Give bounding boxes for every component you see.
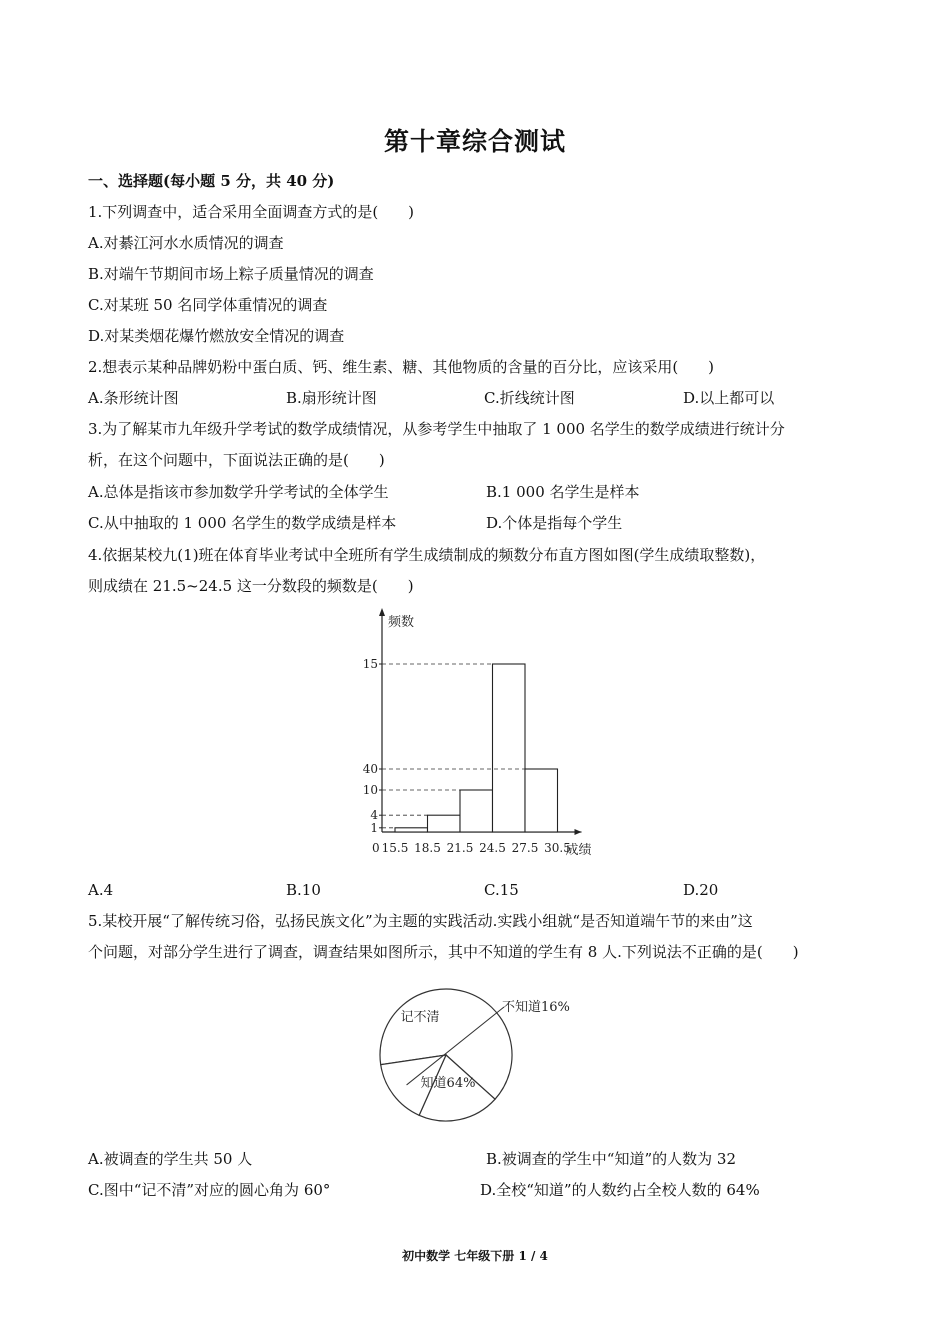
q2-stem: 2.想表示某种品牌奶粉中蛋白质、钙、维生素、糖、其他物质的含量的百分比，应该采用( ) (88, 358, 715, 376)
section-heading: 一、选择题(每小题 5 分，共 40 分) (88, 172, 335, 190)
q2-option-d: D.以上都可以 (683, 389, 775, 407)
x-tick-label: 18.5 (414, 841, 441, 855)
x-tick-label: 27.5 (511, 841, 539, 855)
q4-option-a: A.4 (88, 881, 114, 899)
x-axis-label: 成绩 (565, 843, 592, 858)
q2-option-a: A.条形统计图 (88, 389, 179, 407)
q3-option-b: B.1 000 名学生是样本 (486, 483, 640, 501)
q4-option-d: D.20 (683, 881, 719, 899)
pie-label: 记不清 (400, 1010, 440, 1025)
q3-stem-line1: 3.为了解某市九年级升学考试的数学成绩情况，从参考学生中抽取了 1 000 名学生的数学成绩进行统计分 (88, 420, 785, 438)
y-tick-label: 40 (362, 762, 378, 776)
q5-stem-line2: 个问题，对部分学生进行了调查，调查结果如图所示，其中不知道的学生有 8 人.下列说法不正确的是( ) (88, 943, 799, 961)
x-tick-label: 15.5 (381, 841, 409, 855)
q3-option-c: C.从中抽取的 1 000 名学生的数学成绩是样本 (88, 514, 397, 532)
histogram-chart (355, 606, 615, 864)
q3-option-a: A.总体是指该市参加数学升学考试的全体学生 (88, 483, 389, 501)
q3-stem-line2: 析，在这个问题中，下面说法正确的是( ) (88, 451, 385, 469)
q1-option-d: D.对某类烟花爆竹燃放安全情况的调查 (88, 327, 345, 345)
histogram-bar (428, 815, 461, 832)
q1-option-b: B.对端午节期间市场上粽子质量情况的调查 (88, 265, 374, 283)
q4-option-c: C.15 (484, 881, 519, 899)
histogram-bar (460, 790, 493, 832)
page-title: 第十章综合测试 (383, 127, 566, 156)
q4-option-b: B.10 (286, 881, 321, 899)
x-tick-label: 30.5 (544, 841, 571, 855)
q3-option-d: D.个体是指每个学生 (486, 514, 623, 532)
y-tick-label: 10 (362, 783, 378, 797)
x-tick-label: 21.5 (446, 841, 474, 855)
q1-option-a: A.对綦江河水水质情况的调查 (88, 234, 284, 252)
pie-label: 不知道16% (502, 1000, 570, 1015)
x-axis-arrow (575, 829, 582, 835)
q5-option-c: C.图中“记不清”对应的圆心角为 60° (88, 1181, 331, 1199)
x-tick-label: 24.5 (479, 841, 506, 855)
y-tick-label: 1 (370, 820, 378, 835)
q5-option-a: A.被调查的学生共 50 人 (88, 1150, 253, 1168)
y-axis-label: 频数 (388, 615, 415, 630)
page-footer: 初中数学 七年级下册 1 / 4 (402, 1249, 548, 1263)
q2-option-c: C.折线统计图 (484, 389, 575, 407)
origin-label: 0 (372, 841, 380, 855)
y-axis-arrow (379, 608, 385, 616)
histogram-bar (525, 769, 558, 832)
q5-option-d: D.全校“知道”的人数约占全校人数的 64% (480, 1181, 760, 1199)
q2-option-b: B.扇形统计图 (286, 389, 377, 407)
pie-label: 知道64% (420, 1076, 476, 1091)
pie-chart (370, 985, 600, 1125)
q4-stem-line1: 4.依据某校九(1)班在体育毕业考试中全班所有学生成绩制成的频数分布直方图如图(学生成绩取整数)， (88, 546, 766, 564)
q4-stem-line2: 则成绩在 21.5~24.5 这一分数段的频数是( ) (88, 577, 414, 595)
q1-stem: 1.下列调查中，适合采用全面调查方式的是( ) (88, 203, 415, 221)
y-tick-label: 15 (362, 657, 378, 671)
q5-option-b: B.被调查的学生中“知道”的人数为 32 (486, 1150, 736, 1168)
histogram-bar (493, 664, 526, 832)
q5-stem-line1: 5.某校开展“了解传统习俗，弘扬民族文化”为主题的实践活动.实践小组就“是否知道端午节的来由”这 (88, 912, 753, 930)
q1-option-c: C.对某班 50 名同学体重情况的调查 (88, 296, 328, 314)
histogram-bar (395, 828, 428, 832)
y-tick-label: 4 (370, 808, 378, 823)
